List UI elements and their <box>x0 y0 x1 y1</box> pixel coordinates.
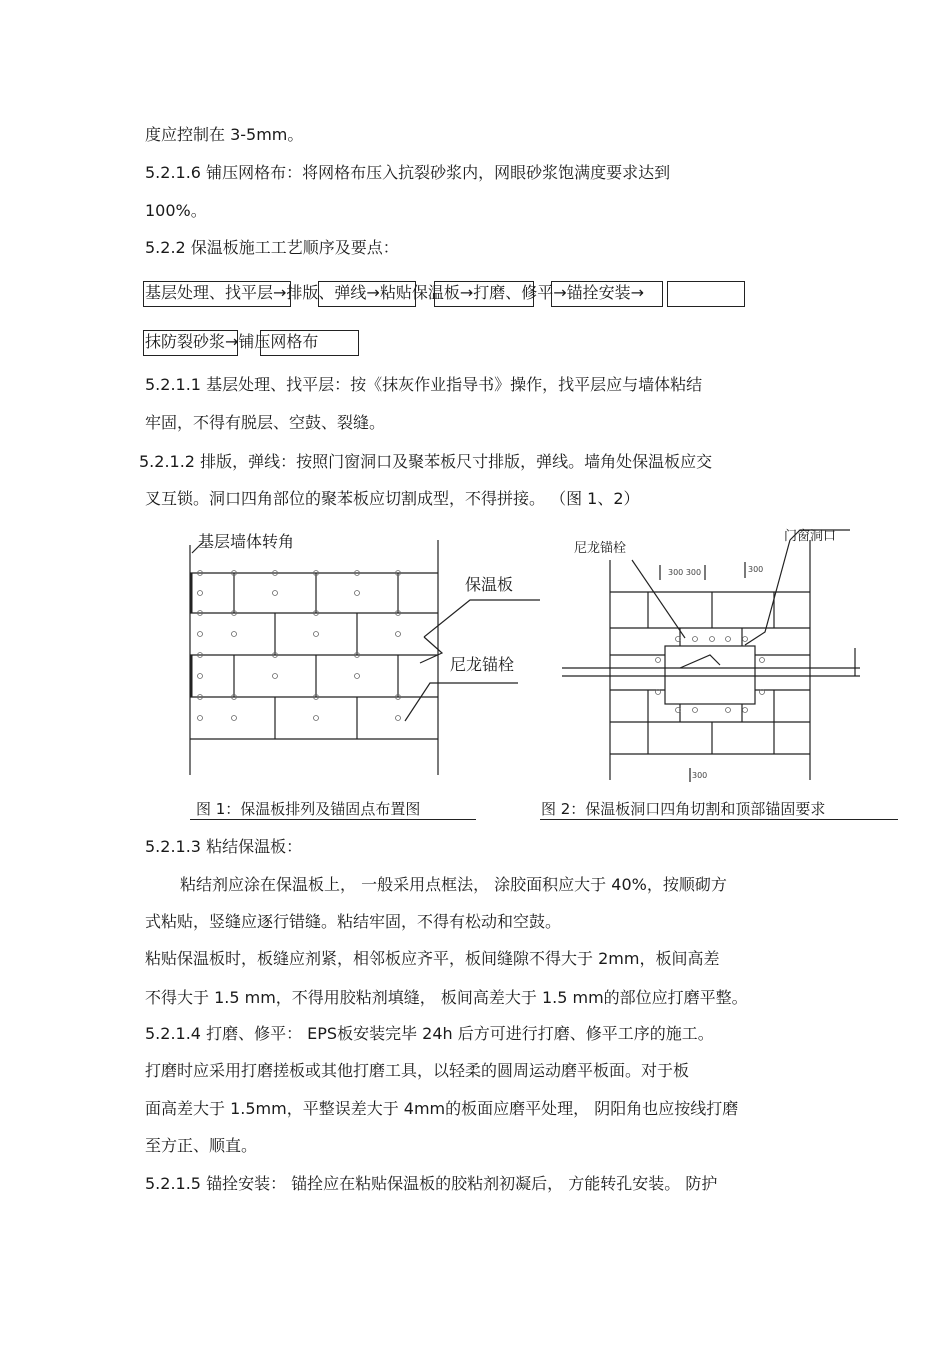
figure-1-caption-underline <box>190 819 476 820</box>
text-line-13: 不得大于 1.5 mm，不得用胶粘剂填缝， 板间高差大于 1.5 mm的部位应打磨平整。 <box>145 988 748 1007</box>
text-line-2: 5.2.1.6 铺压网格布：将网格布压入抗裂砂浆内，网眼砂浆饱满度要求达到 <box>145 163 671 182</box>
figure-2-caption-underline <box>540 819 898 820</box>
text-line-6: 牢固，不得有脱层、空鼓、裂缝。 <box>145 413 386 432</box>
figure-1-board-layout <box>180 525 540 785</box>
fig1-label-corner: 基层墙体转角 <box>198 532 295 551</box>
text-line-18: 5.2.1.5 锚拴安装： 锚拴应在粘贴保温板的胶粘剂初凝后， 方能转孔安装。 防护 <box>145 1174 718 1193</box>
text-line-12: 粘贴保温板时，板缝应剂紧，相邻板应齐平，板间缝隙不得大于 2mm，板间高差 <box>145 949 720 968</box>
process-flow-row-2: 抹防裂砂浆→铺压网格布 <box>145 332 319 351</box>
text-line-8: 叉互锁。洞口四角部位的聚苯板应切割成型，不得拼接。 （图 1、2） <box>145 489 640 508</box>
fig2-dim-top-right: 300 <box>748 565 764 574</box>
text-line-15: 打磨时应采用打磨搓板或其他打磨工具，以轻柔的圆周运动磨平板面。对于板 <box>145 1061 690 1080</box>
fig2-dim-bottom: 300 <box>692 771 708 780</box>
text-line-14: 5.2.1.4 打磨、修平： EPS板安装完毕 24h 后方可进行打磨、修平工序的施工。 <box>145 1024 714 1043</box>
flow-box-5 <box>667 281 745 307</box>
section-heading-5-2-2: 5.2.2 保温板施工工艺顺序及要点： <box>145 238 399 257</box>
text-line-11: 式粘贴，竖缝应逐行错缝。粘结牢固，不得有松动和空鼓。 <box>145 912 562 931</box>
fig1-label-anchor: 尼龙锚栓 <box>450 655 515 674</box>
section-heading-5-2-1-3: 5.2.1.3 粘结保温板： <box>145 837 303 856</box>
text-line-16: 面高差大于 1.5mm，平整误差大于 4mm的板面应磨平处理， 阴阳角也应按线打磨 <box>145 1099 739 1118</box>
text-line-1: 度应控制在 3-5mm。 <box>145 125 304 144</box>
process-flow-row-1: 基层处理、找平层→排版、弹线→粘贴保温板→打磨、修平→锚拴安装→ <box>145 283 645 302</box>
text-line-3: 100%。 <box>145 201 207 220</box>
text-line-7: 5.2.1.2 排版，弹线：按照门窗洞口及聚苯板尺寸排版，弹线。墙角处保温板应交 <box>139 452 713 471</box>
fig2-dim-top-left: 300 300 <box>668 568 702 577</box>
text-line-17: 至方正、顺直。 <box>145 1136 258 1155</box>
text-line-10: 粘结剂应涂在保温板上， 一般采用点框法， 涂胶面积应大于 40%，按顺砌方 <box>180 875 727 894</box>
fig2-label-anchor: 尼龙锚栓 <box>574 541 627 556</box>
figure-1-caption: 图 1：保温板排列及锚固点布置图 <box>196 800 421 818</box>
text-line-5: 5.2.1.1 基层处理、找平层：按《抹灰作业指导书》操作，找平层应与墙体粘结 <box>145 375 703 394</box>
figure-2-opening-corners <box>560 520 880 785</box>
fig1-label-board: 保温板 <box>465 575 514 594</box>
fig2-label-opening: 门窗洞口 <box>784 529 837 544</box>
figure-2-caption: 图 2：保温板洞口四角切割和顶部锚固要求 <box>541 800 826 818</box>
